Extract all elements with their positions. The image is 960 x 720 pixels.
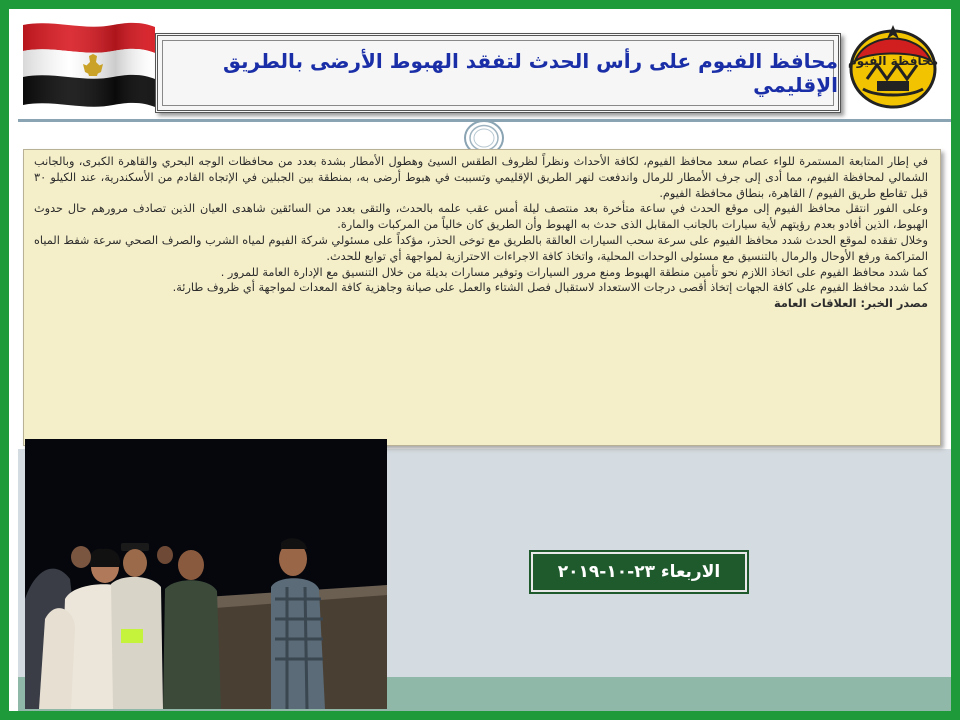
article-paragraph: وعلى الفور انتقل محافظ الفيوم إلى موقع الحدث في ساعة متأخرة بعد منتصف ليلة أمس عقب علمه بالحدث، والتقى بعدد من السائقين شاهدى العيان الذين تصادف مرورهم حال حدوث الهبوط، الذين أفادو بعدم رؤيتهم لأية سيارات بالجانب المقابل الذى حدث به الهبوط وأن الطريق كان خالياً من المركبات والمارة. — [34, 202, 928, 232]
article-paragraph: في إطار المتابعة المستمرة للواء عصام سعد محافظ الفيوم، لكافة الأحداث ونظراً لظروف الطقس السيئ وهطول الأمطار بشدة بعدد من محافظات الوجه البحري والقاهرة الكبرى، وبالجانب الشمالي لمحافظة الفيوم، مما أدى إلى جرف الأمطار للرمال واندفعت لنهر الطريق الإقليمي وتسببت في هبوط أرضى به، بمنطقة بين الجبلين في الإتجاه القادم من الأسكندرية، عند الكيلو ٣٠ قبل تقاطع طريق الفيوم / القاهرة، بنطاق محافظة الفيوم. — [34, 155, 928, 200]
logo-text: محافظة الفيوم — [847, 54, 939, 68]
site-visit-photo — [25, 439, 387, 709]
article-paragraph: كما شدد محافظ الفيوم على اتخاذ اللازم نحو تأمين منطقة الهبوط ومنع مرور السيارات وتوفير مسارات بديلة من خلال التنسيق مع الإدارة العامة للمرور . — [220, 265, 928, 279]
article-paragraph: وخلال تفقده لموقع الحدث شدد محافظ الفيوم على سرعة سحب السيارات العالقة بالطريق مع توخى الحذر، مؤكداً على مسئولي شركة الفيوم لمياه الشرب والصرف الصحي سرعة شفط المياه المتراكمة ورفع الأوحال والرمال بالتنسيق مع مسئولى الوحدات المحلية، واتخاذ كافة الاجراءات الاحترازية لمواجهة أي توابع للحدث. — [34, 233, 928, 263]
date-text: الاربعاء ٢٣-١٠-٢٠١٩ — [557, 562, 721, 582]
date-badge — [531, 552, 747, 592]
fayoum-governorate-logo — [847, 21, 939, 111]
page-title: محافظ الفيوم على رأس الحدث لتفقد الهبوط الأرضى بالطريق الإقليمي — [223, 49, 838, 97]
egypt-flag-icon — [23, 21, 155, 113]
article-text-box — [23, 149, 941, 446]
news-source: مصدر الخبر: العلاقات العامة — [773, 297, 928, 311]
title-box — [155, 33, 841, 113]
article-paragraph: كما شدد محافظ الفيوم على كافة الجهات إتخاذ أقصى درجات الاستعداد لاستقبال فصل الشتاء والعمل على صيانة وجاهزية كافة المعدات لمواجهة أي ظروف طارئة. — [172, 281, 928, 295]
